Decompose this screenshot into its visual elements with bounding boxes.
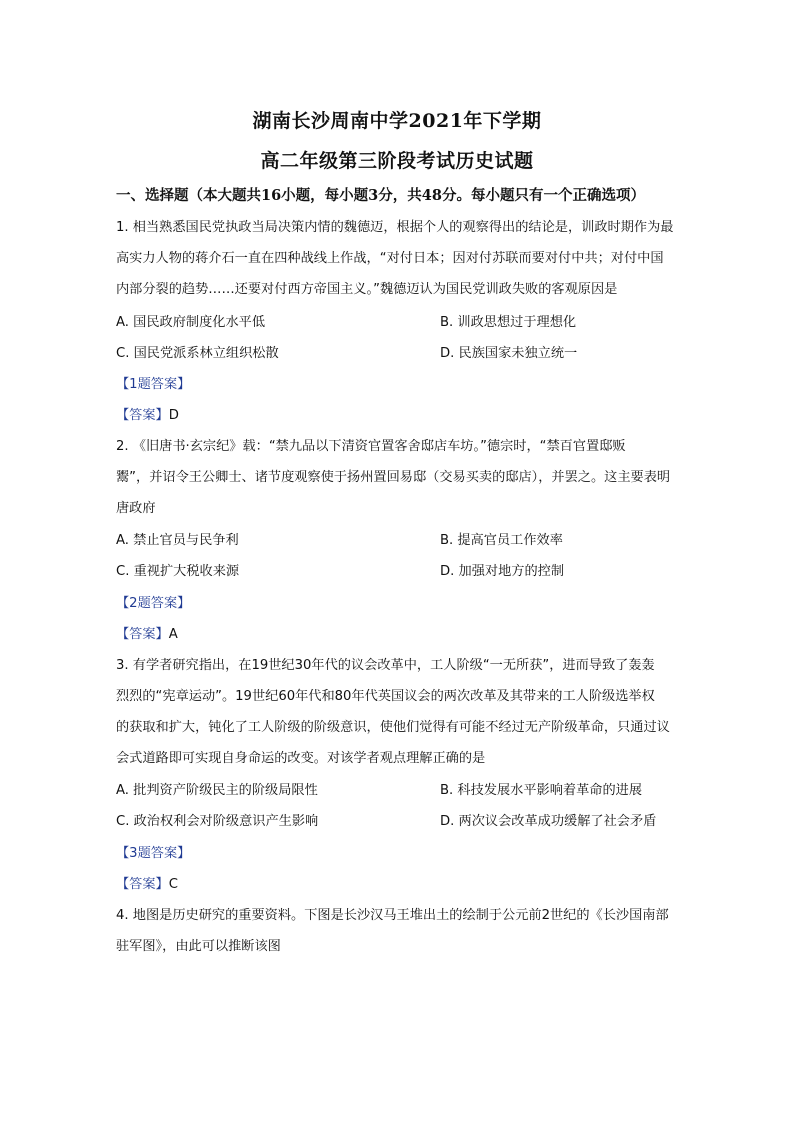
answer-label: 【答案】 (116, 408, 169, 423)
question-1-line-3: 内部分裂的趋势……还要对付西方帝国主义。”魏德迈认为国民党训政失败的客观原因是 (116, 282, 618, 297)
question-3-option-c: C. 政治权利会对阶级意识产生影响 (116, 814, 319, 829)
question-1-answer-header: 【1题答案】 (116, 377, 191, 392)
question-3-line-1: 3. 有学者研究指出，在19世纪30年代的议会改革中，工人阶级“一无所获”，进而导致了轰轰 (116, 658, 655, 673)
question-3-line-2: 烈烈的“宪章运动”。19世纪60年代和80年代英国议会的两次改革及其带来的工人阶级选举权 (116, 689, 655, 704)
question-4-line-2: 驻军图》，由此可以推断该图 (116, 939, 281, 954)
question-2-line-3: 唐政府 (116, 501, 156, 516)
question-1-option-b: B. 训政思想过于理想化 (440, 315, 577, 330)
question-1-line-1: 1. 相当熟悉国民党执政当局决策内情的魏德迈，根据个人的观察得出的结论是，训政时期作为最 (116, 220, 674, 235)
exam-title-line2: 高二年级第三阶段考试历史试题 (260, 150, 534, 172)
section-heading: 一、选择题（本大题共16小题，每小题3分，共48分。每小题只有一个正确选项） (116, 187, 645, 204)
question-1-option-c: C. 国民党派系林立组织松散 (116, 346, 279, 361)
answer-value: D (168, 408, 179, 423)
question-3-option-d: D. 两次议会改革成功缓解了社会矛盾 (440, 814, 657, 829)
answer-value: C (168, 877, 178, 892)
question-1-line-2: 高实力人物的蒋介石一直在四种战线上作战，“对付日本；因对付苏联而要对付中共；对付中国 (116, 251, 664, 266)
question-3-option-a: A. 批判资产阶级民主的阶级局限性 (116, 783, 318, 798)
question-2-answer (116, 623, 178, 642)
question-1-answer (116, 404, 179, 423)
question-2-option-a: A. 禁止官员与民争利 (116, 533, 239, 548)
question-3-answer (116, 873, 178, 892)
question-2-option-d: D. 加强对地方的控制 (440, 564, 565, 579)
question-2-option-c: C. 重视扩大税收来源 (116, 564, 240, 579)
question-3-answer-header: 【3题答案】 (116, 846, 191, 861)
answer-label: 【答案】 (116, 627, 169, 642)
question-2-line-1: 2. 《旧唐书·玄宗纪》载：“禁九品以下清资官置客舍邸店车坊。”德宗时，“禁百官置邸贩 (116, 439, 626, 454)
question-3-option-b: B. 科技发展水平影响着革命的进展 (440, 783, 643, 798)
question-3-line-4: 会式道路即可实现自身命运的改变。对该学者观点理解正确的是 (116, 751, 486, 766)
question-2-option-b: B. 提高官员工作效率 (440, 533, 563, 548)
question-1-option-d: D. 民族国家未独立统一 (440, 346, 578, 361)
question-2-line-2: 鬻”，并诏令王公卿士、诸节度观察使于扬州置回易邸（交易买卖的邸店），并罢之。这主要表明 (116, 470, 671, 485)
question-3-line-3: 的获取和扩大，钝化了工人阶级的阶级意识，使他们觉得有可能不经过无产阶级革命，只通过议 (116, 720, 670, 735)
question-2-answer-header: 【2题答案】 (116, 596, 191, 611)
answer-label: 【答案】 (116, 877, 169, 892)
question-1-option-a: A. 国民政府制度化水平低 (116, 315, 266, 330)
question-4-line-1: 4. 地图是历史研究的重要资料。下图是长沙汉马王堆出土的绘制于公元前2世纪的《长沙国南部 (116, 908, 669, 923)
answer-value: A (168, 627, 178, 642)
exam-title-line1: 湖南长沙周南中学2021年下学期 (252, 110, 542, 132)
